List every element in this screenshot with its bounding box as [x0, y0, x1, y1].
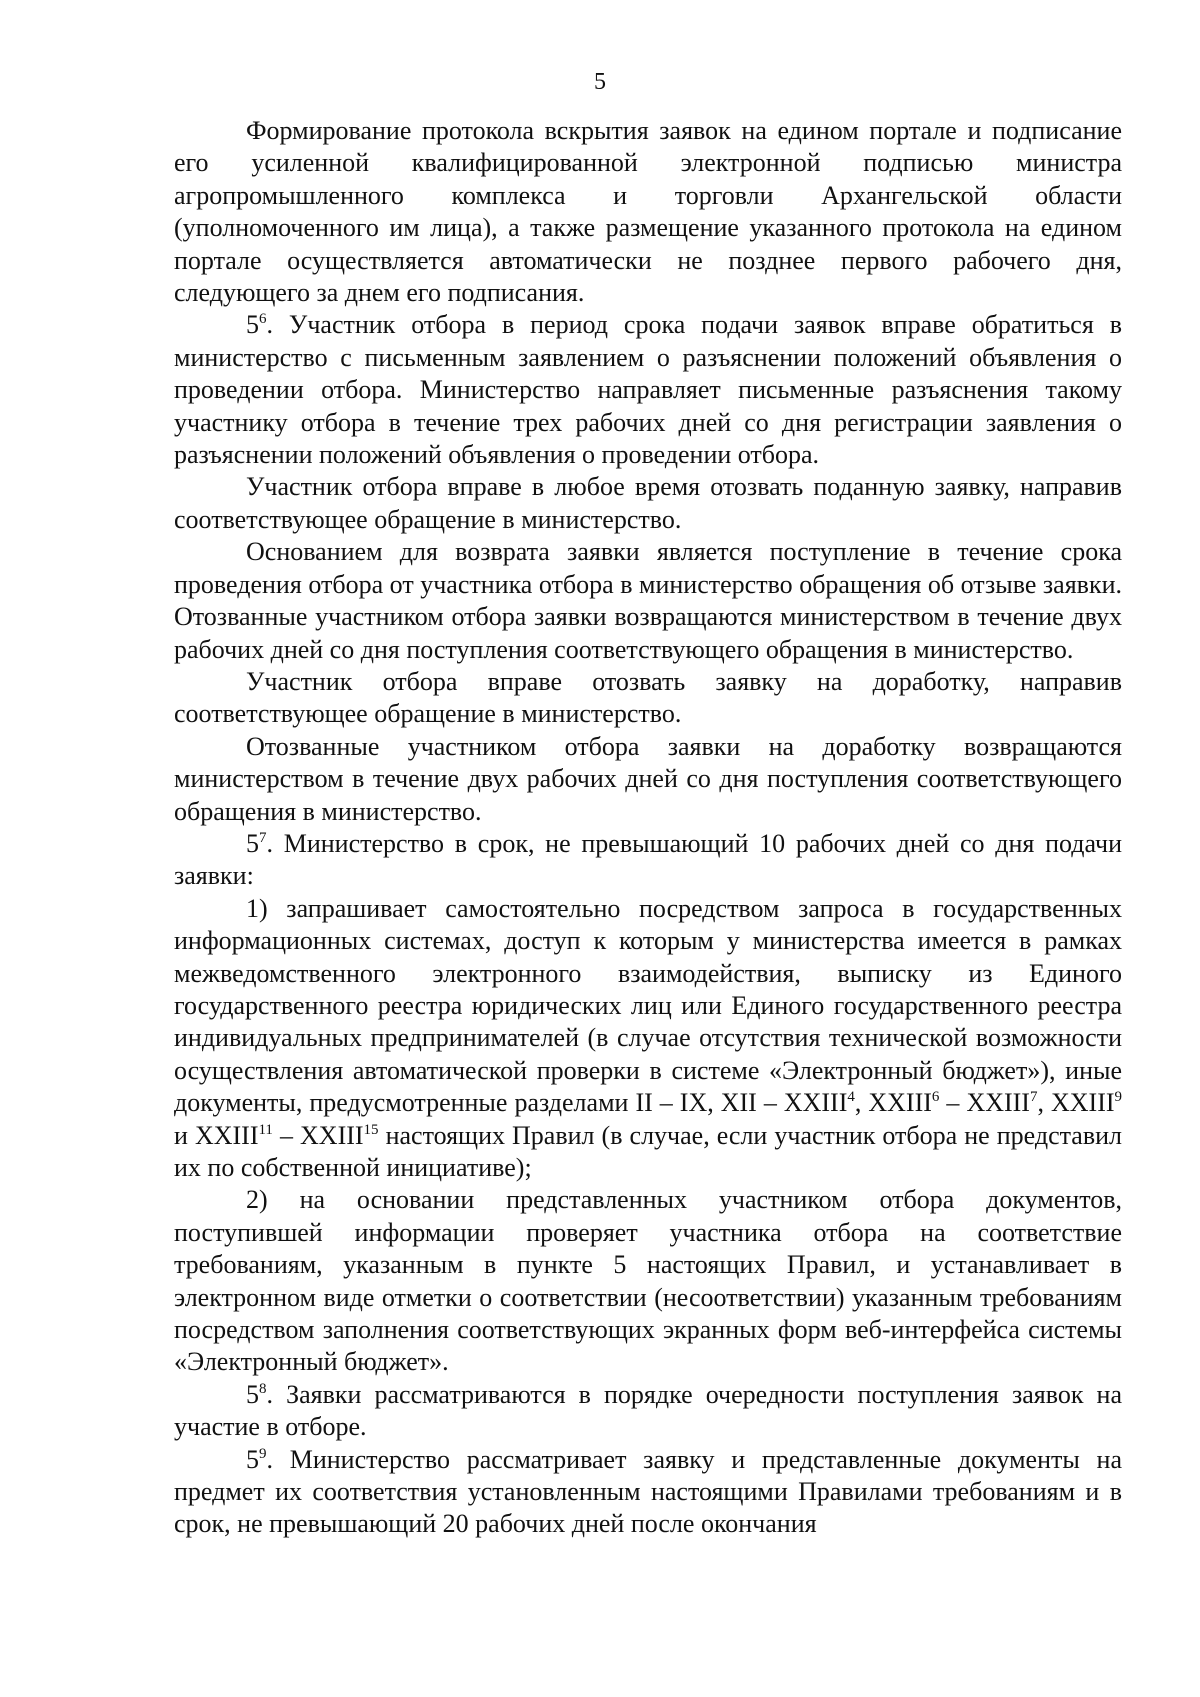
paragraph-clause-5-8	[174, 1379, 1122, 1444]
clause-number: 5	[246, 310, 259, 340]
item-text: – XXIII	[272, 1120, 364, 1150]
clause-superscript: 6	[259, 311, 267, 328]
clause-number: 5	[246, 1379, 259, 1409]
item-text: , XXIII	[854, 1088, 932, 1118]
item-text: – XXIII	[939, 1088, 1030, 1118]
paragraph-clause-5-7	[174, 828, 1122, 893]
paragraph-protocol-formation: Формирование протокола вскрытия заявок на едином портале и подписание его усиленной квалифицированной электронной подписью министра агропромышленного комплекса и торговли Архангельской области (уполномоченного им лица), а также размещение указанного протокола на едином портале осуществляется автоматически не позднее первого рабочего дня, следующего за днем его подписания.	[174, 116, 1122, 308]
paragraph-withdraw-application: Участник отбора вправе в любое время отозвать поданную заявку, направив соответствующее обращение в министерство.	[174, 472, 1122, 534]
paragraph-clause-5-6	[174, 309, 1122, 471]
clause-superscript: 7	[259, 829, 267, 846]
paragraph-item-1	[174, 893, 1122, 1185]
section-superscript: 7	[1029, 1089, 1038, 1106]
clause-text: . Министерство в срок, не превышающий 10 рабочих дней со дня подачи заявки:	[174, 828, 1122, 891]
item-text: настоящих Правил (в случае, если участник отбора не представил их по собственной инициативе);	[174, 1120, 1122, 1182]
paragraph-withdraw-for-revision: Участник отбора вправе отозвать заявку на доработку, направив соответствующее обращение в министерство.	[174, 666, 1122, 729]
page-number: 5	[594, 69, 606, 95]
paragraph-revision-return: Отозванные участником отбора заявки на доработку возвращаются министерством в течение двух рабочих дней со дня поступления соответствующего обращения в министерство.	[174, 731, 1122, 826]
section-superscript: 4	[847, 1089, 855, 1106]
section-superscript: 9	[1114, 1089, 1123, 1106]
section-superscript: 15	[363, 1121, 379, 1138]
section-superscript: 6	[931, 1089, 940, 1106]
clause-text: . Министерство рассматривает заявку и представленные документы на предмет их соответствия установленным настоящими Правилами требованиям и в срок, не превышающий 20 рабочих дней после окончания	[174, 1444, 1122, 1539]
clause-text: . Заявки рассматриваются в порядке очередности поступления заявок на участие в отборе.	[174, 1379, 1122, 1442]
paragraph-return-grounds: Основанием для возврата заявки является поступление в течение срока проведения отбора от участника отбора в министерство обращения об отзыве заявки. Отозванные участником отбора заявки возвращаются министерством в течение двух рабочих дней со дня поступления соответствующего обращения в министерство.	[174, 537, 1122, 664]
document-body	[174, 115, 1122, 1541]
section-superscript: 11	[258, 1121, 273, 1138]
clause-number: 5	[246, 1444, 259, 1474]
item-text: 1) запрашивает самостоятельно посредством запроса в государственных информационных системах, доступ к которым у министерства имеется в рамках межведомственного электронного взаимодействия, выписку из Единого государственного реестра юридических лиц или Единого государственного реестра индивидуальных предпринимателей (в случае отсутствия технической возможности осуществления автоматической проверки в системе «Электронный бюджет»), иные документы, предусмотренные разделами II – IX, XII – XXIII	[174, 893, 1122, 1118]
item-text: и XXIII	[174, 1120, 259, 1150]
paragraph-item-2: 2) на основании представленных участником отбора документов, поступившей информации проверяет участника отбора на соответствие требованиям, указанным в пункте 5 настоящих Правил, и устанавливает в электронном виде отметки о соответствии (несоответствии) указанным требованиям посредством заполнения соответствующих экранных форм веб-интерфейса системы «Электронный бюджет».	[174, 1185, 1122, 1377]
item-text: , XXIII	[1037, 1088, 1115, 1118]
clause-number: 5	[246, 828, 259, 858]
clause-superscript: 8	[259, 1380, 267, 1397]
clause-superscript: 9	[259, 1445, 267, 1462]
clause-text: . Участник отбора в период срока подачи заявок вправе обратиться в министерство с письменным заявлением о разъяснении положений объявления о проведении отбора. Министерство направляет письменные разъяснения такому участнику отбора в течение трех рабочих дней со дня регистрации заявления о разъяснении положений объявления о проведении отбора.	[174, 310, 1122, 470]
paragraph-clause-5-9	[174, 1444, 1122, 1541]
